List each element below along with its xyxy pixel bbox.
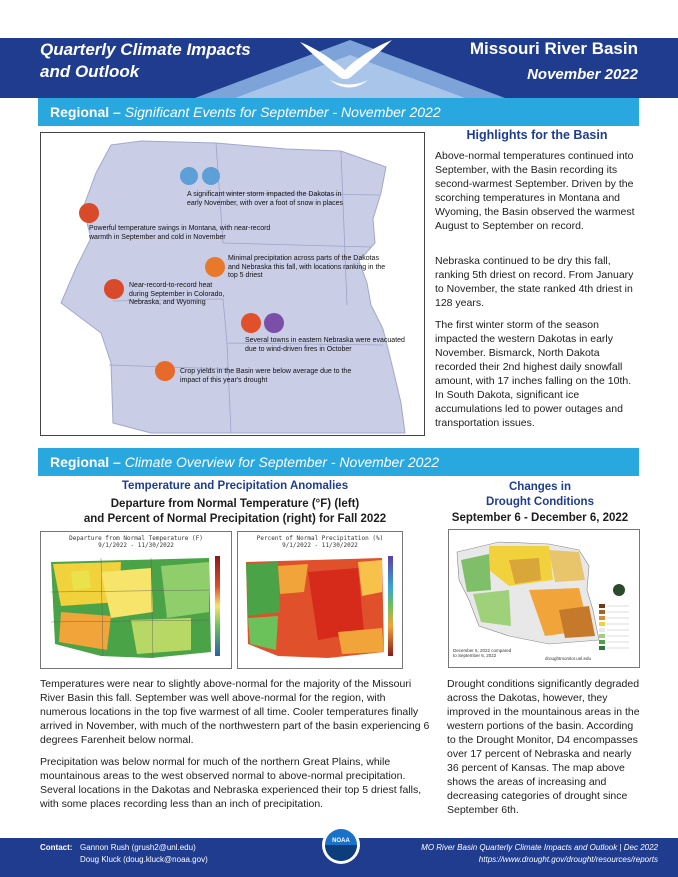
anomalies-paragraph: Precipitation was below normal for much of the northern Great Plains, while mountainous areas to the west observed normal to above-normal precipitation. Several locations in the Dakotas and Nebraska experienced their top 5 driest falls, with some places recording less than an inch of precipitation. [40,756,422,810]
noaa-logo-icon [322,826,360,864]
figure-title-line-2: and Percent of Normal Precipitation (right) for Fall 2022 [83,513,387,525]
precipitation-anomaly-map [237,531,403,669]
drought-dates: September 6 - December 6, 2022 [451,512,629,524]
wind-icon [264,313,284,333]
title-line-1: Quarterly Climate Impacts [40,40,251,59]
annotation-fires: Several towns in eastern Nebraska were evacuated due to wind-driven fires in October [245,337,405,353]
highlights-title: Highlights for the Basin [466,128,608,142]
anomalies-section-title: Temperature and Precipitation Anomalies [121,480,349,492]
temp-map-graphic [41,532,231,668]
anomalies-paragraph: Temperatures were near to slightly above-normal for the majority of the Missouri River Basin this fall. September was well above-normal for the region, with numerous locations in the top five warmest of all time. Cooler temperatures finally arrived in November, with much of the northwestern part of the basin experiencing 6 degrees Farenheit below normal. [40,678,430,746]
drought-title-line-1: Changes in [509,481,571,493]
highlights-paragraph: Above-normal temperatures continued into September, with the Basin recording its second-warmest September. Driven by the scorching temperatures in Montana and Wyoming, the Basin observed the warmest August to September on record. [435,150,635,232]
issue-date: November 2022 [527,66,638,83]
temp-map-title: Departure from Normal Temperature (F) [69,535,203,542]
drought-title-line-2: Drought Conditions [486,496,594,508]
dry-sun-icon [205,257,225,277]
reports-url[interactable]: https://www.drought.gov/drought/resources/reports [478,855,658,864]
precip-map-title: Percent of Normal Precipitation (%) [256,535,384,542]
highlights-paragraph: The first winter storm of the season impacted the western Dakotas in early November. Bismarck, North Dakota recorded their 2nd highest daily snowfall amount, with 17 inches falling on the 10th. In South Dakota, significant ice accumulations led to power outages and transportation issues. [435,319,632,429]
precip-map-dates: 9/1/2022 - 11/30/2022 [282,542,358,549]
bar-subtitle: Climate Overview for September - November 2022 [124,454,440,470]
basin-map-graphic [41,133,424,435]
regional-overview-bar [38,448,639,476]
basin-name: Missouri River Basin [469,39,638,58]
annotation-winter-storm: A significant winter storm impacted the Dakotas in early November, with over a foot of snow in places [187,191,344,207]
figure-title-line-1: Departure from Normal Temperature (°F) (left) [110,498,360,510]
annotation-crop-yields: Crop yields in the Basin were below average due to the impact of this year's drought [180,368,352,384]
snowflake-icon [180,167,198,185]
crop-icon [155,361,175,381]
drought-map-credit: droughtmonitor.unl.edu [545,656,592,661]
drought-change-map [448,529,640,668]
page-footer [0,838,678,877]
publication-line: MO River Basin Quarterly Climate Impacts and Outlook | Dec 2022 [421,843,658,852]
temp-map-dates: 9/1/2022 - 11/30/2022 [98,542,174,549]
highlights-paragraph: Nebraska continued to be dry this fall, ranking 5th driest on record. From January to November, the state ranked 4th driest in 128 years. [435,255,634,309]
bar-subtitle: Significant Events for September - November 2022 [124,104,441,120]
temperature-anomaly-map [40,531,232,669]
drought-paragraph: Drought conditions significantly degraded across the Dakotas, however, they improved in the mountainous areas in the western portions of the basin. According to the Drought Monitor, D4 encompasses over 17 percent of Nebraska and nearly 36 percent of Kansas. The map above shows the areas of increasing and decreasing categories of drought since September 6th. [447,678,640,816]
heat-thermometer-icon [104,279,124,299]
contact-1: Gannon Rush (grush2@unl.edu) [80,843,196,852]
annotation-temp-swings: Powerful temperature swings in Montana, with near-record warmth in September and cold in November [89,225,271,241]
annotation-minimal-precip: Minimal precipitation across parts of the Dakotas and Nebraska this fall, with locations ranking in the top 5 driest [228,255,386,279]
title-line-2: and Outlook [40,62,140,81]
noaa-logo-text: NOAA [332,838,350,844]
bar-prefix: Regional – [50,454,121,470]
fire-icon [241,313,261,333]
drought-map-graphic [449,530,639,667]
anomalies-figure-title [40,497,430,527]
regional-events-bar [38,98,639,126]
bar-prefix: Regional – [50,104,121,120]
drought-title [440,480,640,510]
annotation-record-heat: Near-record-to-record heat during September in Colorado, Nebraska, and Wyoming [129,282,225,306]
publication-title [40,39,320,83]
drought-monitor-logo-icon [613,584,625,596]
contact-label: Contact: [40,843,73,852]
contact-2: Doug Kluck (doug.kluck@noaa.gov) [80,855,208,864]
precip-map-graphic [238,532,402,668]
events-map [40,132,425,436]
drought-map-caption: December 6, 2022 compared to September 6, 2022 [453,648,512,658]
snowflake-icon [202,167,220,185]
thermometer-icon [79,203,99,223]
